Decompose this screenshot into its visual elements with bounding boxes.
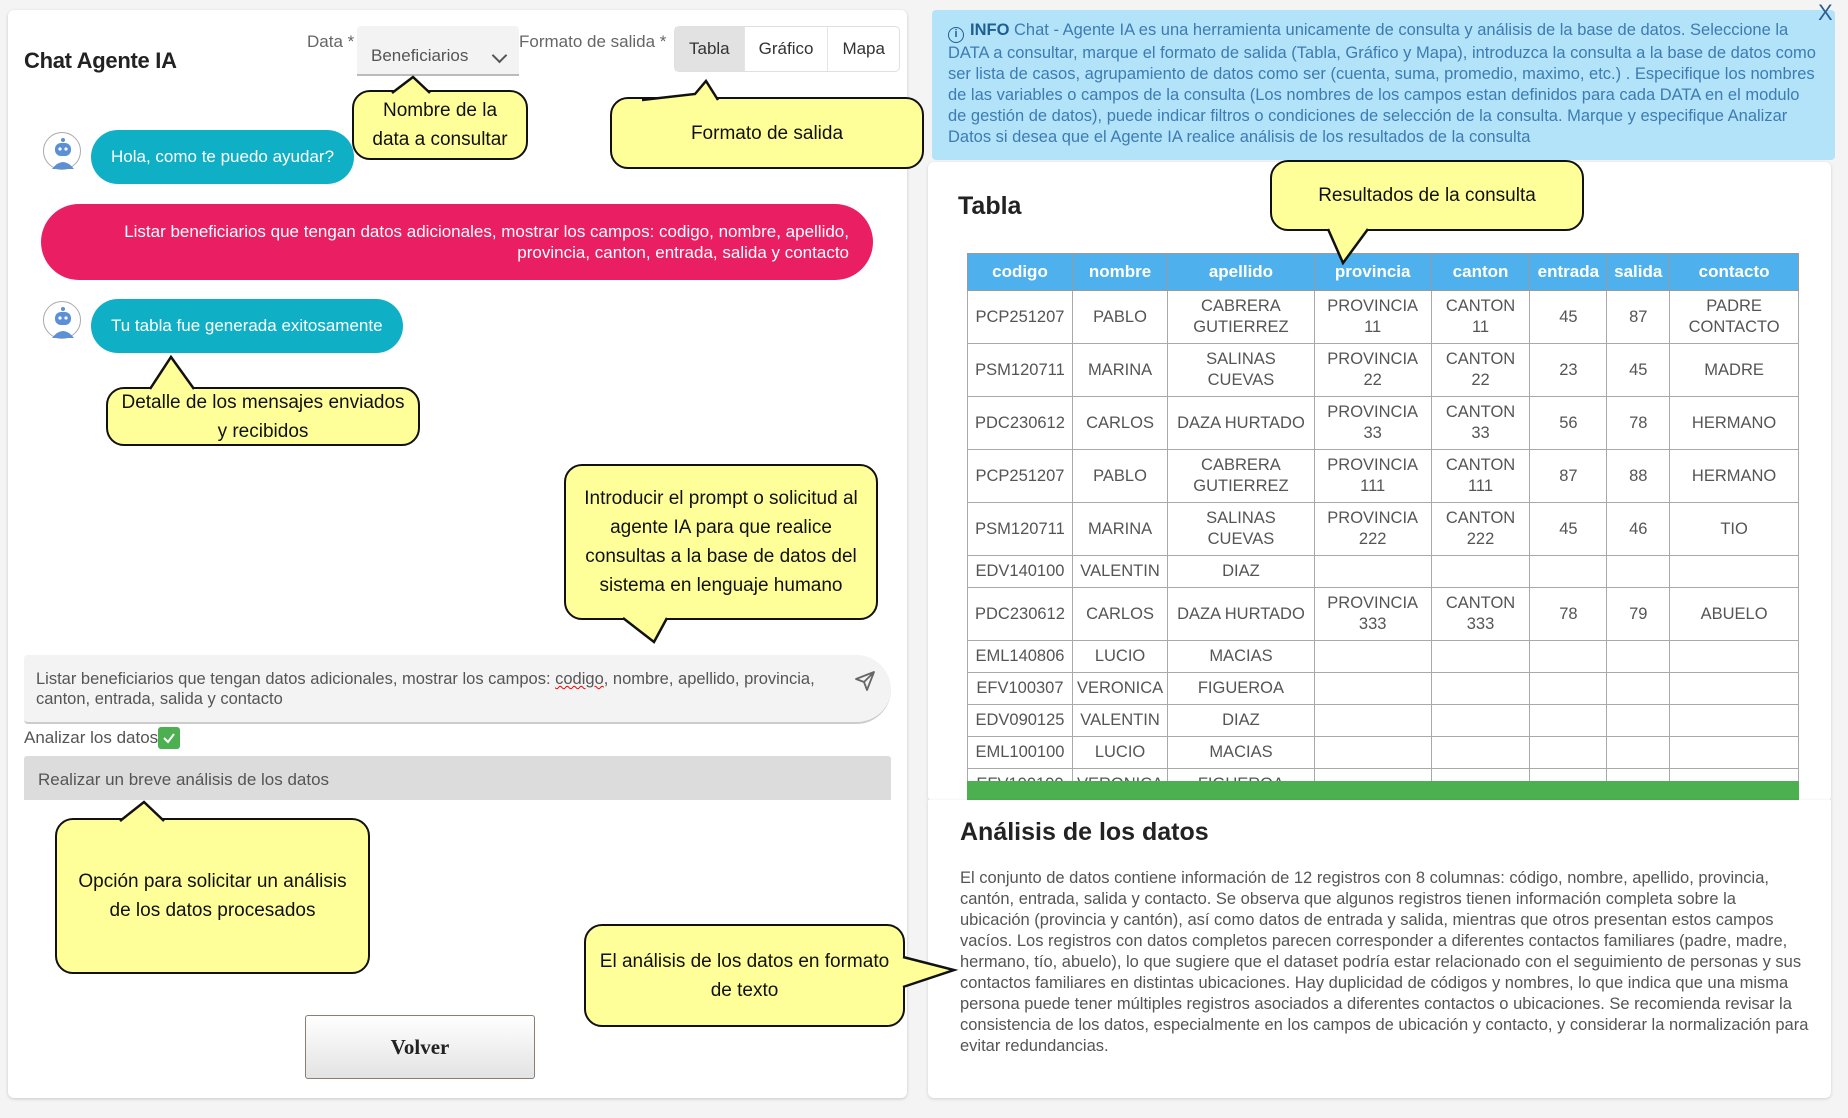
- cell-contacto: HERMANO: [1670, 450, 1799, 503]
- cell-provincia: PROVINCIA 22: [1314, 344, 1431, 397]
- cell-salida: [1607, 641, 1670, 673]
- cell-canton: [1431, 641, 1530, 673]
- cell-entrada: [1530, 673, 1607, 705]
- column-header-canton[interactable]: canton: [1431, 254, 1530, 291]
- callout-analysis-option: Opción para solicitar un análisis de los datos procesados: [55, 818, 370, 974]
- table-row[interactable]: [968, 673, 1799, 705]
- analyze-checkbox[interactable]: [158, 727, 180, 749]
- bot-avatar-icon: [43, 132, 81, 170]
- callout-tail: [390, 74, 450, 94]
- cell-apellido: CABRERA GUTIERREZ: [1168, 450, 1315, 503]
- cell-contacto: [1670, 556, 1799, 588]
- cell-canton: CANTON 222: [1431, 503, 1530, 556]
- cell-entrada: [1530, 737, 1607, 769]
- cell-apellido: FIGUEROA: [1168, 673, 1315, 705]
- analysis-heading: Análisis de los datos: [960, 818, 1209, 846]
- cell-entrada: 45: [1530, 503, 1607, 556]
- callout-analysis-text: El análisis de los datos en formato de texto: [584, 924, 905, 1027]
- cell-contacto: [1670, 673, 1799, 705]
- cell-apellido: MACIAS: [1168, 737, 1315, 769]
- format-label: Formato de salida *: [519, 32, 667, 51]
- table-row[interactable]: [968, 503, 1799, 556]
- cell-nombre: LUCIO: [1072, 737, 1167, 769]
- cell-entrada: 87: [1530, 450, 1607, 503]
- table-row[interactable]: [968, 397, 1799, 450]
- results-table-scroll[interactable]: [967, 253, 1799, 781]
- cell-entrada: [1530, 705, 1607, 737]
- cell-salida: [1607, 737, 1670, 769]
- format-option-mapa[interactable]: Mapa: [842, 39, 885, 58]
- cell-contacto: MADRE: [1670, 344, 1799, 397]
- table-row[interactable]: [968, 344, 1799, 397]
- cell-codigo: PCP251207: [968, 450, 1073, 503]
- prompt-text-part: Listar beneficiarios que tengan datos adicionales, mostrar los campos:: [36, 670, 556, 688]
- cell-provincia: [1314, 673, 1431, 705]
- cell-apellido: DAZA HURTADO: [1168, 397, 1315, 450]
- cell-provincia: PROVINCIA 222: [1314, 503, 1431, 556]
- cell-canton: CANTON 333: [1431, 588, 1530, 641]
- cell-salida: [1607, 705, 1670, 737]
- cell-salida: 45: [1607, 344, 1670, 397]
- cell-canton: CANTON 111: [1431, 450, 1530, 503]
- column-header-apellido[interactable]: apellido: [1168, 254, 1315, 291]
- analysis-text: El conjunto de datos contiene información de 12 registros con 8 columnas: código, nombre, apellido, provincia, cantón, entrada, salida y contacto. Se observa que algunos registros tienen información completa sobre la ubicación (provincia y cantón), así como datos de entrada y salida, mientras que otros presentan estos campos vacíos. Los registros con datos completos parecen corresponder a diferentes contactos familiares (padre, madre, hermano, tío, abuelo), lo que sugiere que el dataset podría estar relacionado con el seguimiento de personas y sus contactos familiares en distintas ubicaciones. Hay duplicidad de códigos y nombres, lo que indica que una misma persona puede tener múltiples registros asociados a diferentes contactos o ubicaciones. Se recomienda revisar la consistencia de los datos, especialmente en los campos de ubicación y contacto, y considerar la normalización para evitar redundancias.: [960, 869, 1809, 1055]
- data-select-value: Beneficiarios: [371, 46, 469, 65]
- cell-salida: 87: [1607, 291, 1670, 344]
- cell-nombre: MARINA: [1072, 503, 1167, 556]
- format-option-grafico[interactable]: Gráfico: [745, 27, 829, 71]
- results-heading: Tabla: [958, 192, 1022, 220]
- cell-nombre: VERONICA: [1072, 673, 1167, 705]
- analysis-request-input[interactable]: Realizar un breve análisis de los datos: [24, 756, 891, 800]
- prompt-text-misspelled: codigo: [555, 670, 604, 688]
- cell-nombre: PABLO: [1072, 291, 1167, 344]
- cell-provincia: [1314, 737, 1431, 769]
- cell-codigo: PCP251207: [968, 291, 1073, 344]
- cell-apellido: DAZA HURTADO: [1168, 588, 1315, 641]
- cell-codigo: PDC230612: [968, 397, 1073, 450]
- analysis-card: [928, 800, 1831, 1098]
- cell-canton: [1431, 556, 1530, 588]
- callout-tail: [902, 955, 958, 995]
- user-message-line1: Listar beneficiarios que tengan datos adicionales, mostrar los campos: codigo, nombre, apellido,: [124, 222, 849, 241]
- cell-canton: CANTON 22: [1431, 344, 1530, 397]
- cell-canton: [1431, 673, 1530, 705]
- info-icon: i: [948, 27, 964, 43]
- cell-provincia: [1314, 705, 1431, 737]
- cell-codigo: EFV100307: [968, 673, 1073, 705]
- cell-provincia: [1314, 641, 1431, 673]
- cell-provincia: PROVINCIA 33: [1314, 397, 1431, 450]
- callout-messages-detail: Detalle de los mensajes enviados y recibidos: [106, 387, 420, 446]
- user-message: [41, 204, 873, 280]
- analyze-label: Analizar los datos: [24, 728, 159, 747]
- cell-provincia: PROVINCIA 11: [1314, 291, 1431, 344]
- table-row[interactable]: [968, 556, 1799, 588]
- cell-codigo: EDV090125: [968, 705, 1073, 737]
- back-button[interactable]: Volver: [305, 1015, 535, 1079]
- cell-nombre: VALENTIN: [1072, 556, 1167, 588]
- cell-codigo: EML100100: [968, 737, 1073, 769]
- cell-entrada: [1530, 556, 1607, 588]
- callout-prompt: Introducir el prompt o solicitud al agente IA para que realice consultas a la base de datos del sistema en lenguaje humano: [564, 464, 878, 620]
- cell-codigo: PDC230612: [968, 588, 1073, 641]
- cell-entrada: 45: [1530, 291, 1607, 344]
- table-scrollbar[interactable]: [967, 781, 1799, 800]
- cell-apellido: SALINAS CUEVAS: [1168, 503, 1315, 556]
- cell-nombre: CARLOS: [1072, 397, 1167, 450]
- cell-contacto: [1670, 737, 1799, 769]
- cell-entrada: [1530, 641, 1607, 673]
- format-option-tabla[interactable]: Tabla: [675, 27, 745, 71]
- column-header-contacto[interactable]: contacto: [1670, 254, 1799, 291]
- column-header-codigo[interactable]: codigo: [968, 254, 1073, 291]
- data-select[interactable]: [357, 26, 519, 76]
- callout-tail: [640, 79, 720, 101]
- results-table: [967, 253, 1799, 801]
- cell-provincia: PROVINCIA 333: [1314, 588, 1431, 641]
- cell-entrada: 78: [1530, 588, 1607, 641]
- cell-canton: [1431, 737, 1530, 769]
- cell-salida: [1607, 673, 1670, 705]
- table-row[interactable]: [968, 705, 1799, 737]
- cell-apellido: DIAZ: [1168, 705, 1315, 737]
- cell-codigo: PSM120711: [968, 503, 1073, 556]
- user-message-line2: provincia, canton, entrada, salida y contacto: [517, 243, 849, 262]
- column-header-entrada[interactable]: entrada: [1530, 254, 1607, 291]
- table-row[interactable]: [968, 291, 1799, 344]
- callout-tail: [1325, 228, 1395, 266]
- callout-output-format: Formato de salida: [610, 97, 924, 169]
- cell-codigo: EML140806: [968, 641, 1073, 673]
- cell-canton: CANTON 11: [1431, 291, 1530, 344]
- bot-message: Tu tabla fue generada exitosamente: [91, 299, 403, 353]
- prompt-text-part: , nombre, apellido, provincia, canton, entrada, salida y contacto: [36, 670, 815, 708]
- chat-title: Chat Agente IA: [24, 48, 177, 73]
- close-icon[interactable]: X: [1818, 0, 1833, 25]
- cell-salida: 79: [1607, 588, 1670, 641]
- table-row[interactable]: [968, 641, 1799, 673]
- cell-provincia: PROVINCIA 111: [1314, 450, 1431, 503]
- column-header-salida[interactable]: salida: [1607, 254, 1670, 291]
- cell-salida: 88: [1607, 450, 1670, 503]
- check-icon: [161, 730, 177, 746]
- table-body: [968, 291, 1799, 801]
- callout-results: Resultados de la consulta: [1270, 160, 1584, 231]
- cell-canton: [1431, 705, 1530, 737]
- column-header-nombre[interactable]: nombre: [1072, 254, 1167, 291]
- cell-entrada: 56: [1530, 397, 1607, 450]
- table-row[interactable]: [968, 588, 1799, 641]
- cell-contacto: HERMANO: [1670, 397, 1799, 450]
- cell-nombre: VALENTIN: [1072, 705, 1167, 737]
- cell-apellido: MACIAS: [1168, 641, 1315, 673]
- cell-apellido: DIAZ: [1168, 556, 1315, 588]
- cell-codigo: PSM120711: [968, 344, 1073, 397]
- callout-tail: [148, 354, 208, 390]
- callout-tail: [118, 800, 178, 822]
- chevron-down-icon: [492, 48, 508, 64]
- table-row[interactable]: [968, 737, 1799, 769]
- cell-contacto: [1670, 705, 1799, 737]
- cell-entrada: 23: [1530, 344, 1607, 397]
- cell-nombre: PABLO: [1072, 450, 1167, 503]
- send-icon[interactable]: [853, 669, 877, 693]
- data-label: Data *: [307, 32, 355, 51]
- format-toggle: [674, 26, 900, 72]
- cell-canton: CANTON 33: [1431, 397, 1530, 450]
- cell-contacto: PADRE CONTACTO: [1670, 291, 1799, 344]
- table-row[interactable]: [968, 450, 1799, 503]
- cell-nombre: MARINA: [1072, 344, 1167, 397]
- cell-salida: 78: [1607, 397, 1670, 450]
- callout-tail: [620, 617, 690, 645]
- cell-nombre: LUCIO: [1072, 641, 1167, 673]
- cell-contacto: TIO: [1670, 503, 1799, 556]
- cell-apellido: CABRERA GUTIERREZ: [1168, 291, 1315, 344]
- cell-apellido: SALINAS CUEVAS: [1168, 344, 1315, 397]
- cell-contacto: [1670, 641, 1799, 673]
- callout-data-name: Nombre de la data a consultar: [352, 90, 528, 160]
- bot-avatar-icon: [43, 301, 81, 339]
- cell-contacto: ABUELO: [1670, 588, 1799, 641]
- column-header-provincia[interactable]: provincia: [1314, 254, 1431, 291]
- analyze-toggle[interactable]: [24, 727, 180, 749]
- prompt-input[interactable]: [24, 655, 891, 724]
- cell-salida: [1607, 556, 1670, 588]
- cell-nombre: CARLOS: [1072, 588, 1167, 641]
- info-text: Chat - Agente IA es una herramienta unicamente de consulta y análisis de la base de datos. Seleccione la DATA a consultar, marque el formato de salida (Tabla, Gráfico y Mapa), introduzca la consulta a la base de datos como ser lista de casos, agrupamiento de datos como ser (cuenta, suma, promedio, maximo, etc.) . Especifique los nombres de las variables o campos de la consulta (Los nombres de los campos estan definidos para cada DATA en el modulo de gestión de datos), puede indicar filtros o condiciones de selección de la consulta. Marque y especifique Analizar Datos si desea que el Agente IA realice análisis de los resultados de la consulta: [948, 21, 1816, 146]
- info-banner: [932, 10, 1835, 160]
- bot-message: Hola, como te puedo ayudar?: [91, 130, 354, 184]
- cell-provincia: [1314, 556, 1431, 588]
- info-label: INFO: [970, 21, 1010, 39]
- cell-salida: 46: [1607, 503, 1670, 556]
- cell-codigo: EDV140100: [968, 556, 1073, 588]
